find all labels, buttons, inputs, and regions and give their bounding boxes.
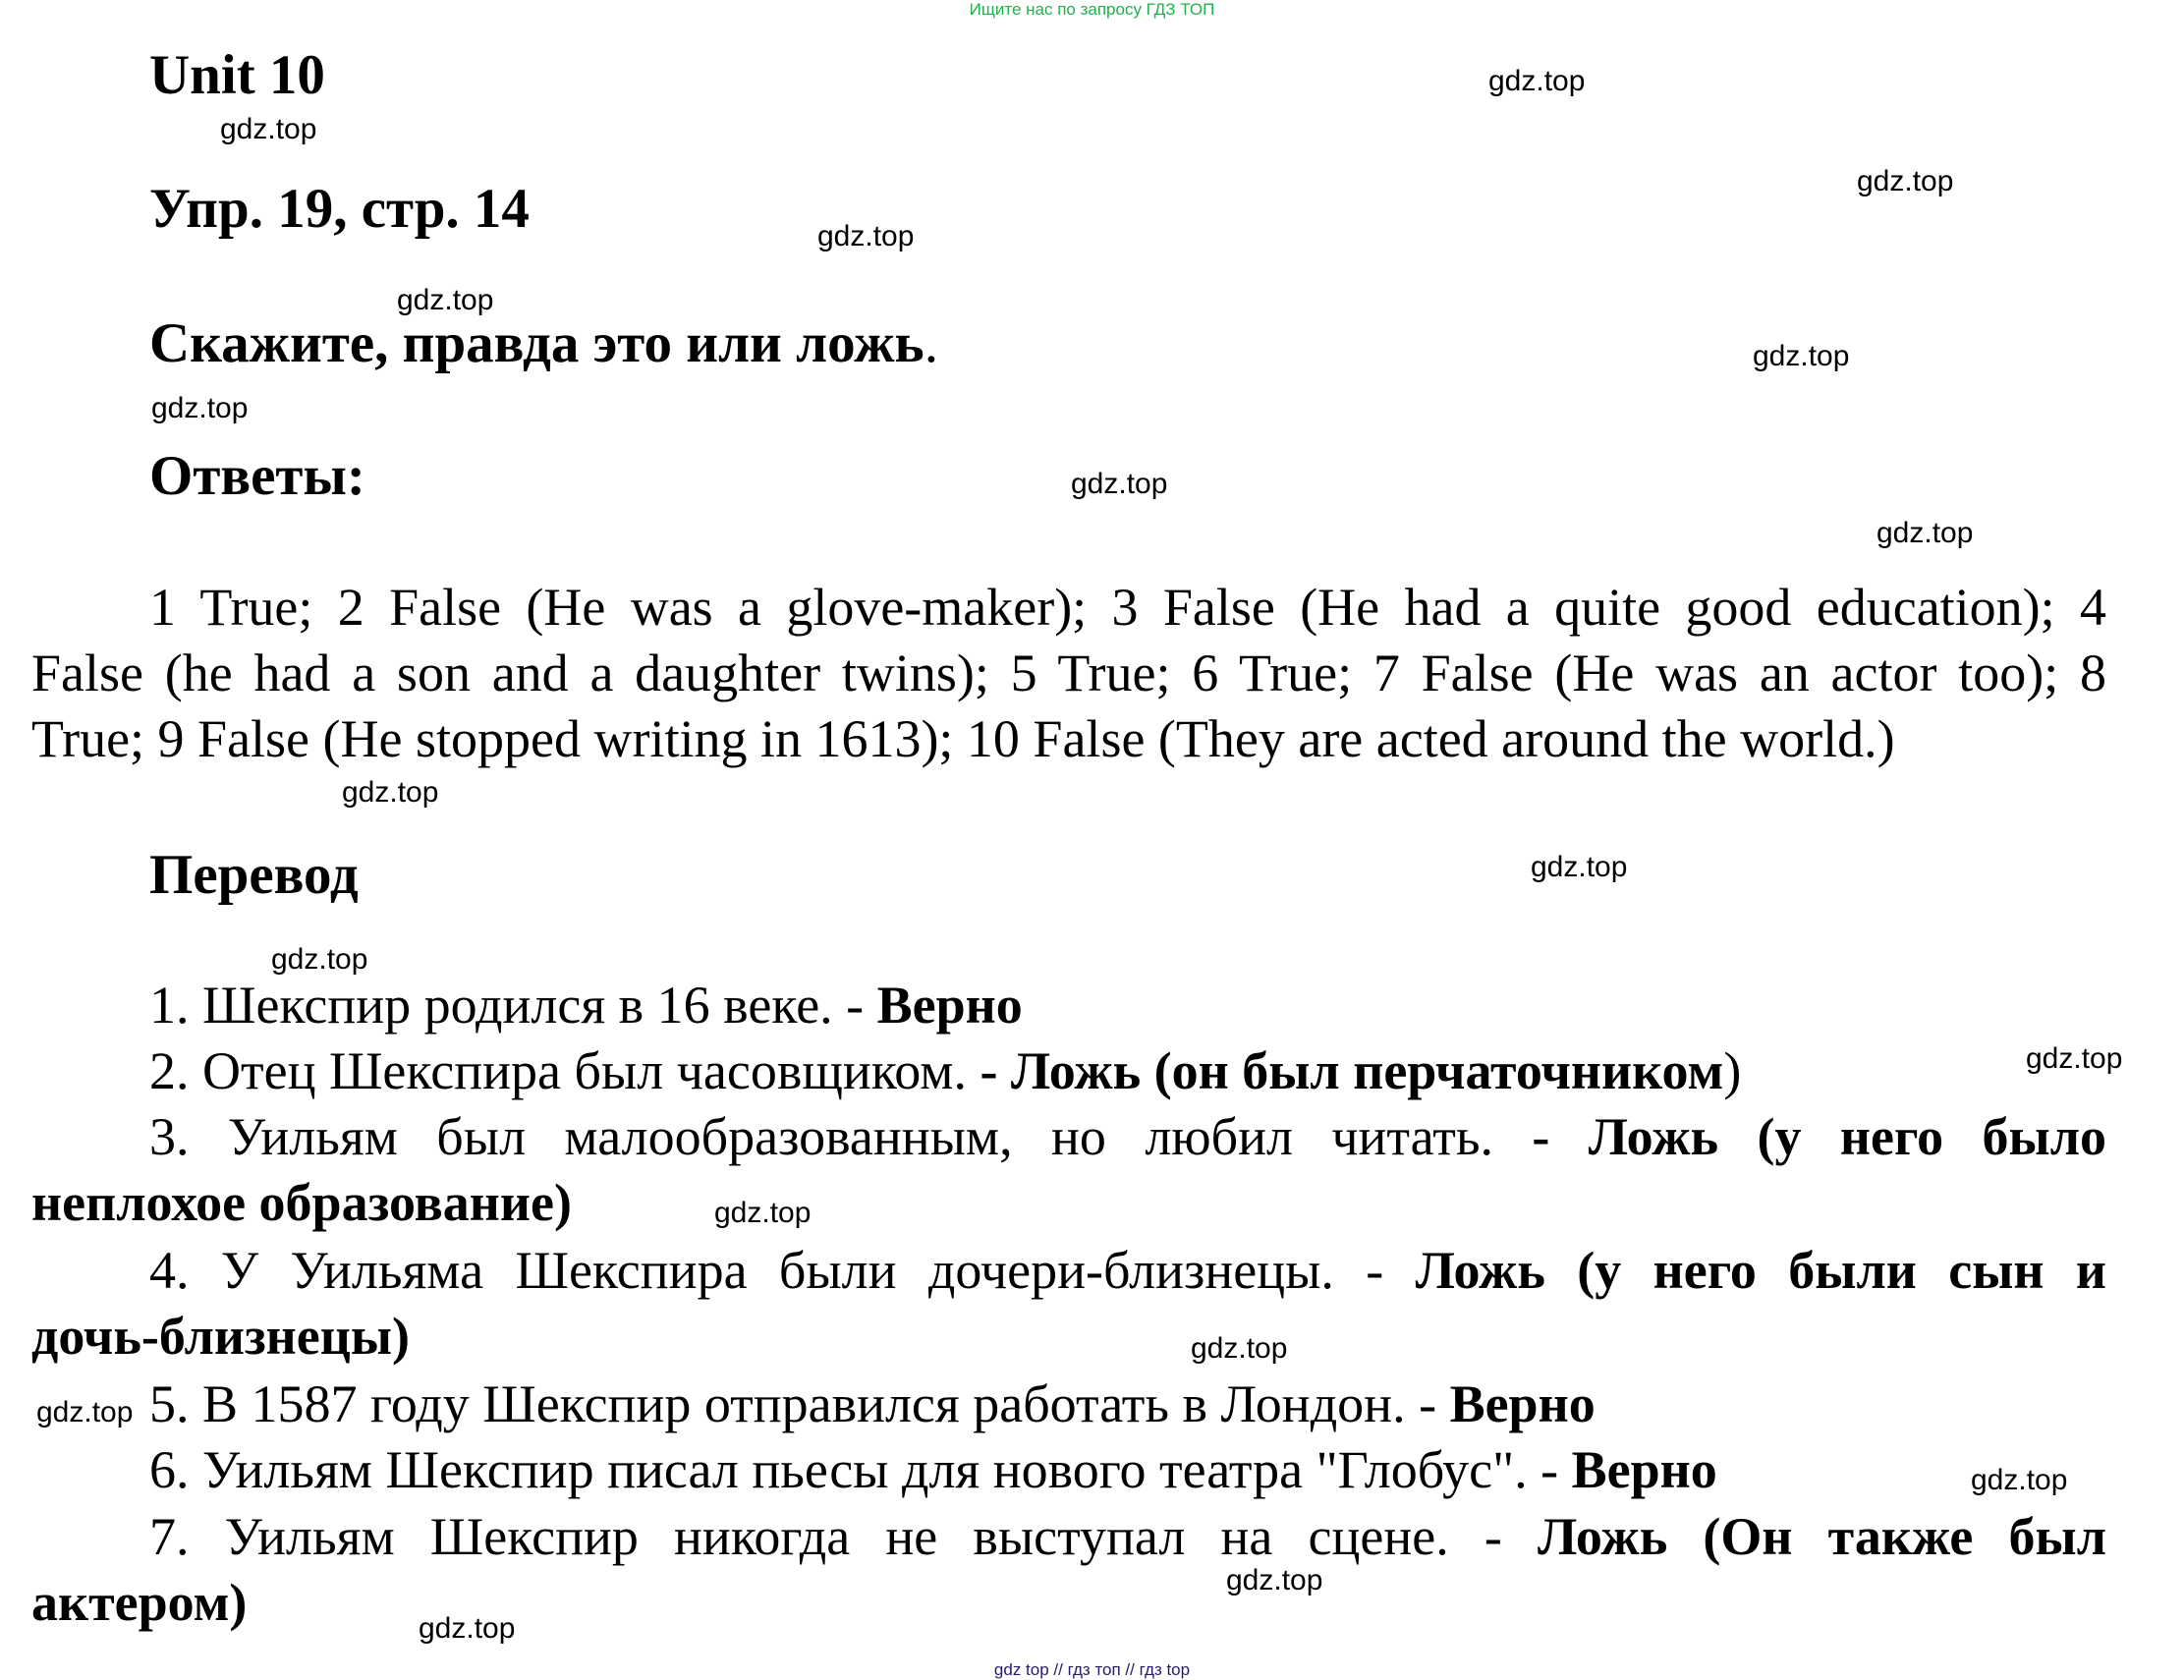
- translation-item-2: [31, 1038, 2106, 1104]
- answers-heading: Ответы:: [149, 445, 365, 507]
- watermark: gdz.top: [1531, 851, 1628, 883]
- translation-item-1: [31, 973, 2106, 1038]
- watermark: gdz.top: [151, 392, 249, 424]
- unit-title: Unit 10: [149, 44, 325, 106]
- verdict-tail: ): [1723, 1041, 1742, 1100]
- task-tail: .: [924, 312, 938, 374]
- translation-item-4-continued: [31, 1304, 2106, 1370]
- verdict-text: Ложь (Он также был: [1538, 1507, 2106, 1566]
- statement-text: 6. Уильям Шекспир писал пьесы для нового театра "Глобус". -: [149, 1440, 1572, 1499]
- statement-text: 1. Шекспир родился в 16 веке. -: [149, 976, 877, 1035]
- verdict-text: - Ложь (у него было: [1532, 1107, 2107, 1166]
- watermark: gdz.top: [1226, 1564, 1323, 1596]
- statement-text: 5. В 1587 году Шекспир отправился работать в Лондон. -: [149, 1374, 1450, 1433]
- watermark: gdz.top: [36, 1396, 134, 1428]
- watermark: gdz.top: [714, 1197, 812, 1229]
- watermark: gdz.top: [220, 113, 317, 145]
- statement-text: 4. У Уильяма Шекспира были дочери-близнецы. -: [149, 1241, 1416, 1300]
- translation-item-3: [31, 1104, 2106, 1170]
- watermark: gdz.top: [1971, 1464, 2068, 1496]
- verdict-text: Верно: [1449, 1374, 1596, 1433]
- translation-item-6: [31, 1437, 2106, 1503]
- statement-text: 2. Отец Шекспира был часовщиком.: [149, 1041, 980, 1100]
- verdict-text: - Ложь (он был перчаточником: [980, 1041, 1724, 1100]
- translation-item-7: [31, 1504, 2106, 1570]
- watermark: gdz.top: [342, 776, 439, 809]
- answers-line-2: False (he had a son and a daughter twins); 5 True; 6 True; 7 False (He was an actor too); 8: [31, 644, 2106, 702]
- watermark: gdz.top: [1488, 65, 1586, 97]
- search-hint-link[interactable]: Ищите нас по запросу ГДЗ ТОП: [969, 0, 1215, 19]
- verdict-text: Ложь (у него были сын и: [1415, 1241, 2106, 1300]
- verdict-text-continued: актером): [31, 1573, 248, 1632]
- statement-text: 7. Уильям Шекспир никогда не выступал на сцене. -: [149, 1507, 1538, 1566]
- translation-item-5: [31, 1372, 2106, 1437]
- translation-item-4: [31, 1238, 2106, 1304]
- verdict-text-continued: неплохое образование): [31, 1173, 572, 1232]
- answers-line-3: True; 9 False (He stopped writing in 1613); 10 False (They are acted around the world.): [31, 709, 1895, 768]
- translation-item-7-continued: [31, 1570, 2106, 1636]
- translation-item-3-continued: [31, 1170, 2106, 1236]
- footer-links[interactable]: gdz top // гдз топ // гдз top: [993, 1660, 1191, 1679]
- watermark: gdz.top: [1071, 468, 1168, 500]
- verdict-text-continued: дочь-близнецы): [31, 1307, 411, 1366]
- watermark: gdz.top: [271, 943, 368, 976]
- task-text: Скажите, правда это или ложь: [149, 312, 924, 374]
- watermark: gdz.top: [817, 220, 915, 252]
- watermark: gdz.top: [419, 1612, 516, 1645]
- watermark: gdz.top: [1753, 340, 1850, 372]
- watermark: gdz.top: [1857, 165, 1954, 197]
- verdict-text: Верно: [876, 976, 1023, 1035]
- watermark: gdz.top: [1191, 1332, 1288, 1365]
- statement-text: 3. Уильям был малообразованным, но любил читать.: [149, 1107, 1533, 1166]
- watermark: gdz.top: [397, 284, 494, 316]
- task-instruction: [149, 311, 938, 375]
- exercise-reference: Упр. 19, стр. 14: [149, 178, 530, 240]
- answers-line-1: 1 True; 2 False (He was a glove-maker); 3 False (He had a quite good education); 4: [149, 578, 2106, 637]
- verdict-text: Верно: [1571, 1440, 1717, 1499]
- translation-heading: Перевод: [149, 844, 359, 906]
- watermark: gdz.top: [2026, 1042, 2123, 1075]
- watermark: gdz.top: [1876, 517, 1974, 549]
